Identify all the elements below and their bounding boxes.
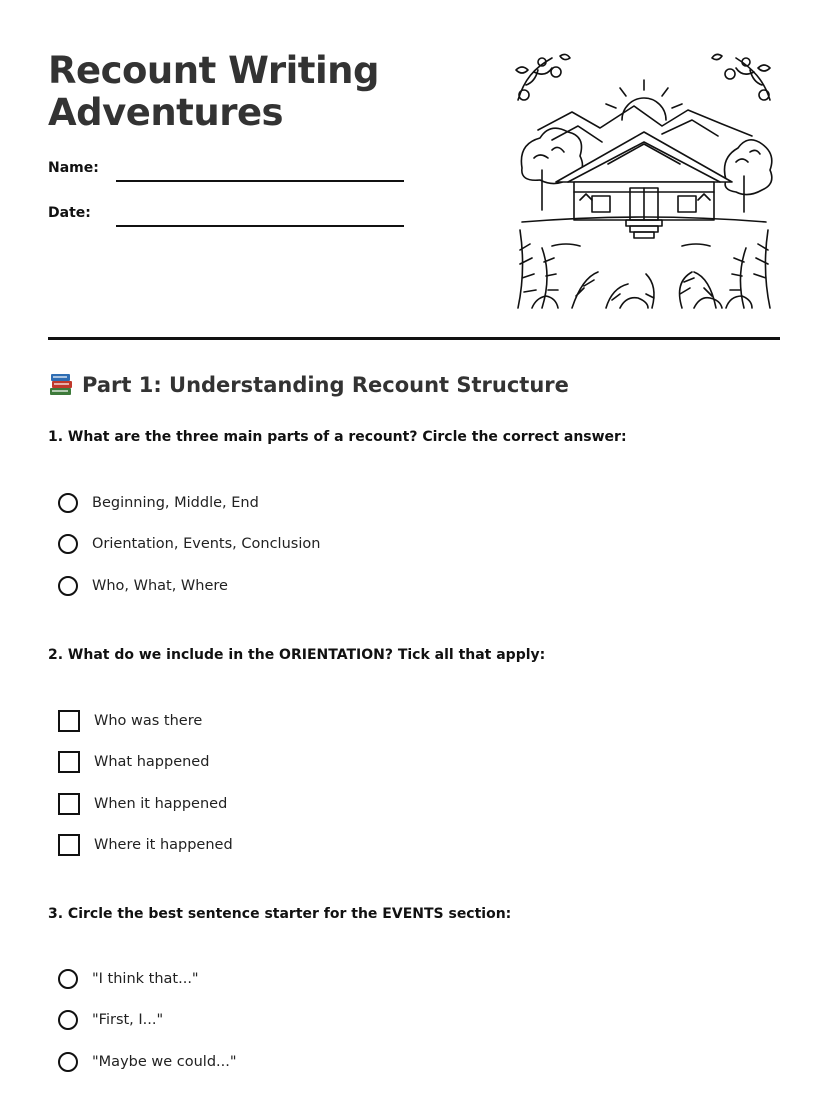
name-label: Name: (48, 160, 99, 176)
option-label: Who, What, Where (92, 578, 228, 594)
question-3-option[interactable] (58, 967, 199, 991)
option-label: "Maybe we could..." (92, 1054, 237, 1070)
radio-circle[interactable] (58, 534, 78, 554)
section-divider (48, 337, 780, 340)
option-label: When it happened (94, 796, 228, 812)
option-label: Where it happened (94, 837, 233, 853)
question-2-option[interactable] (58, 792, 227, 816)
question-2-option[interactable] (58, 709, 202, 733)
question-1-option[interactable] (58, 532, 320, 556)
house-landscape-illustration (512, 50, 776, 312)
option-label: Who was there (94, 713, 203, 729)
question-2-option[interactable] (58, 750, 209, 774)
radio-circle[interactable] (58, 1010, 78, 1030)
checkbox[interactable] (58, 710, 80, 732)
section-heading (48, 372, 569, 398)
question-1-prompt: 1. What are the three main parts of a recount? Circle the correct answer: (48, 429, 627, 445)
option-label: What happened (94, 754, 210, 770)
title-line-2: Adventures (48, 91, 284, 134)
option-label: "I think that..." (92, 971, 199, 987)
question-1-option[interactable] (58, 491, 259, 515)
fern-bushes (518, 230, 770, 308)
question-2-prompt: 2. What do we include in the ORIENTATION? Tick all that apply: (48, 647, 546, 663)
house (556, 132, 732, 238)
corner-vine-right (712, 54, 770, 100)
radio-circle[interactable] (58, 969, 78, 989)
radio-circle[interactable] (58, 1052, 78, 1072)
section-title: Part 1: Understanding Recount Structure (82, 373, 569, 397)
checkbox[interactable] (58, 793, 80, 815)
date-label: Date: (48, 205, 91, 221)
radio-circle[interactable] (58, 493, 78, 513)
option-label: "First, I..." (92, 1012, 164, 1028)
question-1-option[interactable] (58, 574, 228, 598)
question-3-option[interactable] (58, 1008, 163, 1032)
question-2-option[interactable] (58, 833, 233, 857)
books-icon (48, 372, 74, 398)
checkbox[interactable] (58, 751, 80, 773)
option-label: Orientation, Events, Conclusion (92, 536, 321, 552)
option-label: Beginning, Middle, End (92, 495, 259, 511)
worksheet-title (48, 50, 379, 134)
corner-vine-left (516, 54, 570, 100)
question-3-option[interactable] (58, 1050, 237, 1074)
title-line-1: Recount Writing (48, 49, 379, 92)
question-3-prompt: 3. Circle the best sentence starter for the EVENTS section: (48, 906, 512, 922)
tree-right (725, 140, 772, 212)
name-field[interactable] (116, 180, 404, 182)
radio-circle[interactable] (58, 576, 78, 596)
checkbox[interactable] (58, 834, 80, 856)
date-field[interactable] (116, 225, 404, 227)
